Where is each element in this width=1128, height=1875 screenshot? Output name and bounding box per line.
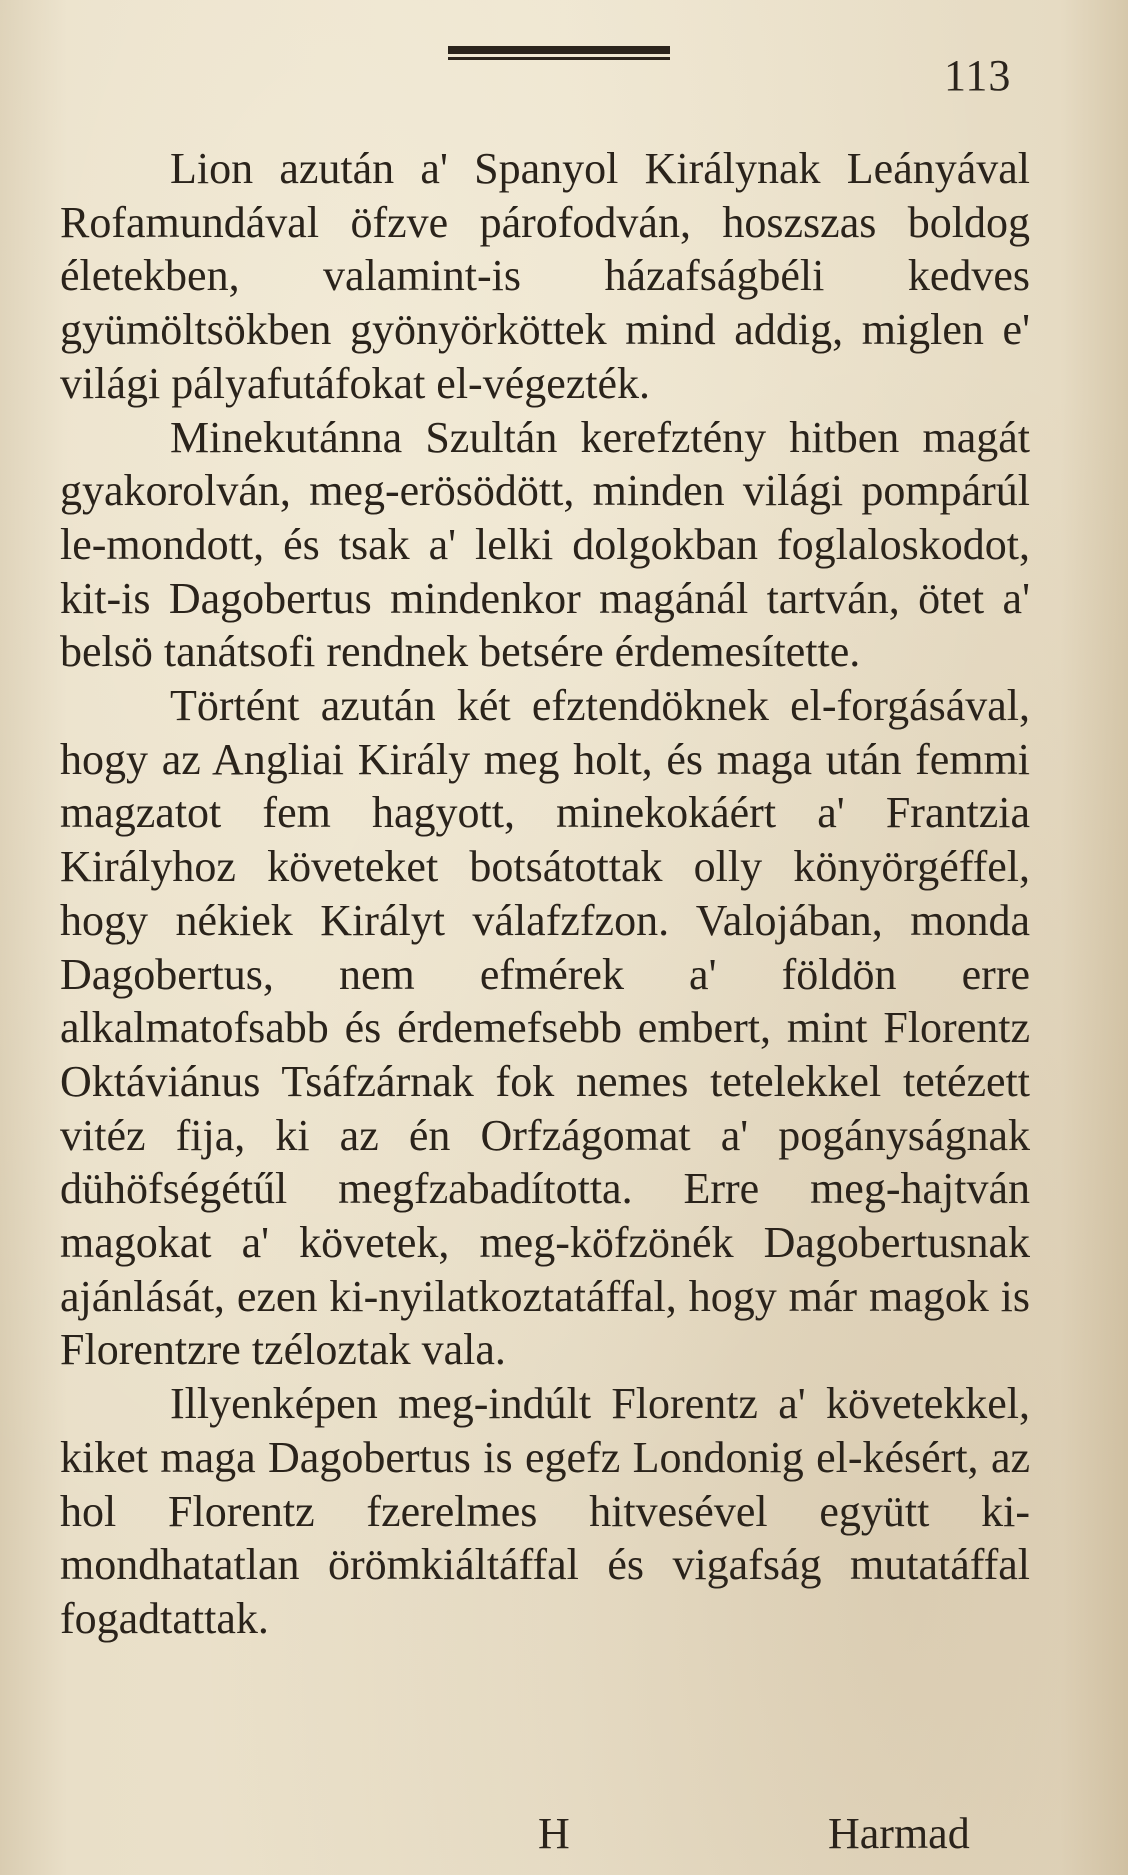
paragraph: Illyenképen meg-indúlt Florentz a' követekkel, kiket maga Dagobertus is egefz Londonig el-késért, az hol Florentz fzerelmes hitvesével együtt ki-mondhatatlan örömkiáltáffal és vigafság mutatáffal fogadtattak. xyxy=(60,1379,1030,1643)
header-rule-thick xyxy=(448,46,670,54)
paragraph: Lion azután a' Spanyol Királynak Leányával Rofamundával öfzve párofodván, hoszszas boldog életekben, valamint-is házafságbéli kedves gyümöltsökben gyönyörköttek mind addig, miglen e' világi pályafutáfokat el-végezték. xyxy=(60,144,1030,408)
paragraph: Történt azután két efztendöknek el-forgásával, hogy az Angliai Király meg holt, és maga után femmi magzatot fem hagyott, minekokáért a' Frantzia Királyhoz követeket botsátottak olly könyörgéffel, hogy nékiek Királyt válafzfzon. Valojában, monda Dagobertus, nem efmérek a' földön erre alkalmatofsabb és érdemefsebb embert, mint Florentz Oktáviánus Tsáfzárnak fok nemes tetelekkel tetézett vitéz fija, ki az én Orfzágomat a' pogányságnak dühöfségétűl megfzabadította. Erre meg-hajtván magokat a' követek, meg-köfzönék Dagobertusnak ajánlását, ezen ki-nyilatkoztatáffal, hogy már magok is Florentzre tzéloztak vala. xyxy=(60,681,1030,1375)
page-number: 113 xyxy=(944,51,1012,100)
header-rule-thin xyxy=(448,57,670,60)
header-rule xyxy=(448,46,670,62)
signature-mark: H xyxy=(538,1809,570,1858)
catchword: Harmad xyxy=(828,1809,970,1858)
paragraph: Minekutánna Szultán kerefztény hitben magát gyakorolván, meg-erösödött, minden világi pompárúl le-mondott, és tsak a' lelki dolgokban foglaloskodot, kit-is Dagobertus mindenkor magánál tartván, ötet a' belsö tanátsofi rendnek betsére érdemesítette. xyxy=(60,412,1030,677)
body-text xyxy=(60,142,1030,1646)
